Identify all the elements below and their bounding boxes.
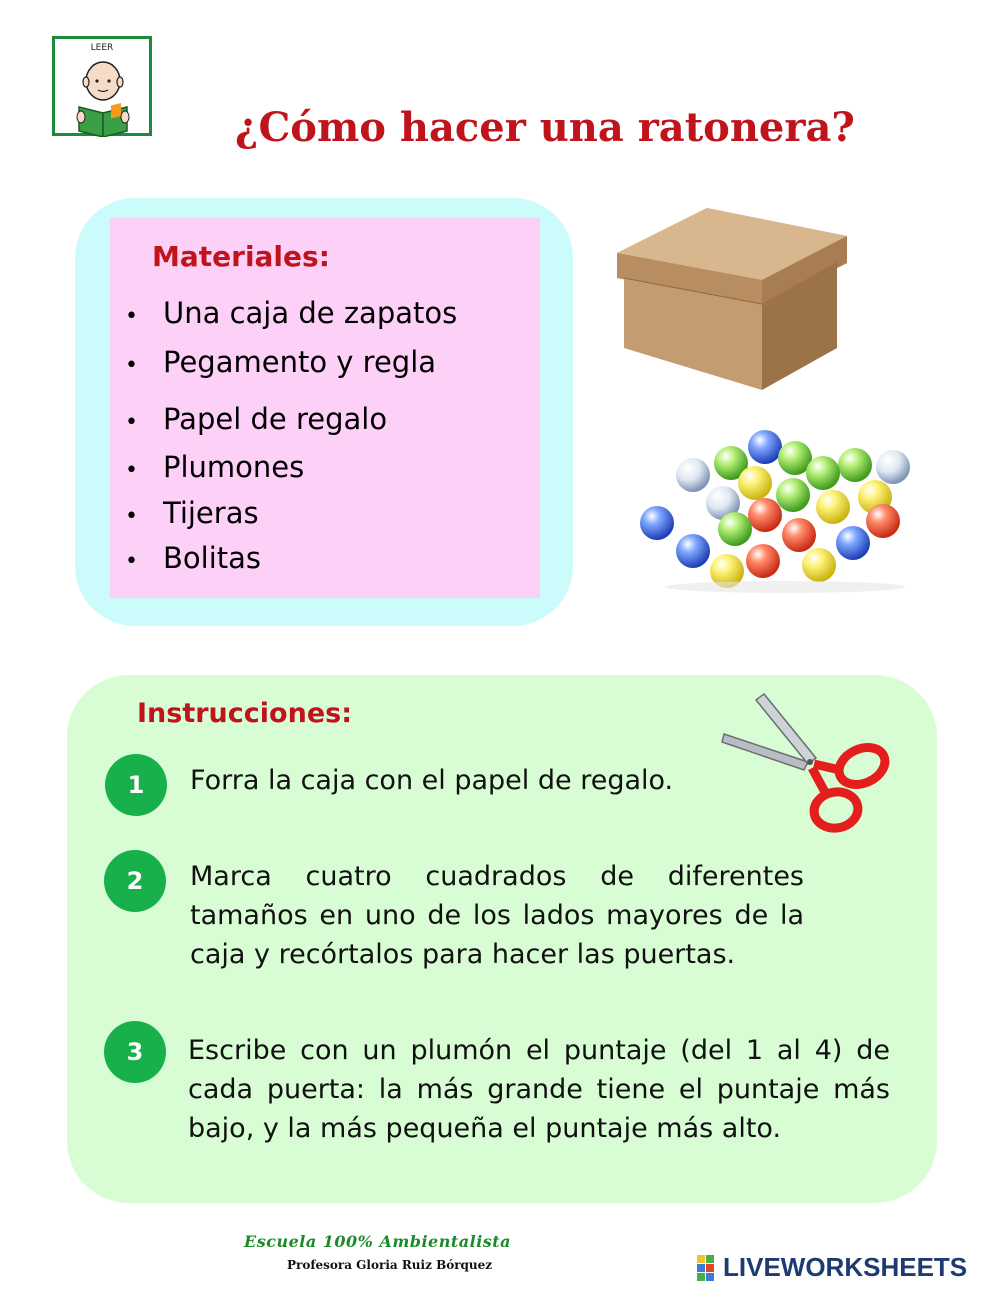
- brand-name: LIVEWORKSHEETS: [723, 1252, 968, 1282]
- list-item: [125, 402, 387, 436]
- step-number: 1: [105, 754, 167, 816]
- step-number: 3: [104, 1021, 166, 1083]
- material-label: Una caja de zapatos: [163, 296, 458, 330]
- read-pictogram: [52, 36, 152, 136]
- list-item: [125, 296, 457, 330]
- material-label: Bolitas: [163, 541, 262, 575]
- list-item: [125, 541, 261, 575]
- material-label: Pegamento y regla: [163, 345, 437, 379]
- materials-heading: Materiales:: [152, 240, 330, 273]
- list-item: [125, 345, 436, 379]
- child-reading-icon: [73, 55, 137, 137]
- teacher-name: Profesora Gloria Ruiz Bórquez: [287, 1258, 493, 1272]
- marbles-image: [635, 425, 935, 595]
- bullet: •: [125, 549, 138, 574]
- list-item: [125, 496, 259, 530]
- material-label: Plumones: [163, 450, 305, 484]
- liveworksheets-logo: [697, 1252, 967, 1283]
- bullet: •: [125, 504, 138, 529]
- bullet: •: [125, 304, 138, 329]
- step-text: Escribe con un plumón el puntaje (del 1 al 4) de cada puerta: la más grande tiene el puntaje más bajo, y la más pequeña el puntaje más alto.: [188, 1035, 890, 1144]
- step-text: Forra la caja con el papel de regalo.: [190, 765, 674, 796]
- material-label: Papel de regalo: [163, 402, 388, 436]
- bullet: •: [125, 353, 138, 378]
- instructions-heading: Instrucciones:: [137, 698, 352, 729]
- liveworksheets-icon: [697, 1255, 723, 1281]
- school-name: Escuela 100% Ambientalista: [244, 1232, 512, 1251]
- step-text: Marca cuatro cuadrados de diferentes tamaños en uno de los lados mayores de la caja y recórtalos para hacer las puertas.: [190, 861, 804, 970]
- step-number: 2: [104, 850, 166, 912]
- bullet: •: [125, 458, 138, 483]
- shoe-box-image: [612, 198, 852, 398]
- list-item: [125, 450, 304, 484]
- material-label: Tijeras: [163, 496, 259, 530]
- page-title: ¿Cómo hacer una ratonera?: [235, 104, 855, 151]
- pictogram-label: LEER: [90, 43, 114, 53]
- bullet: •: [125, 410, 138, 435]
